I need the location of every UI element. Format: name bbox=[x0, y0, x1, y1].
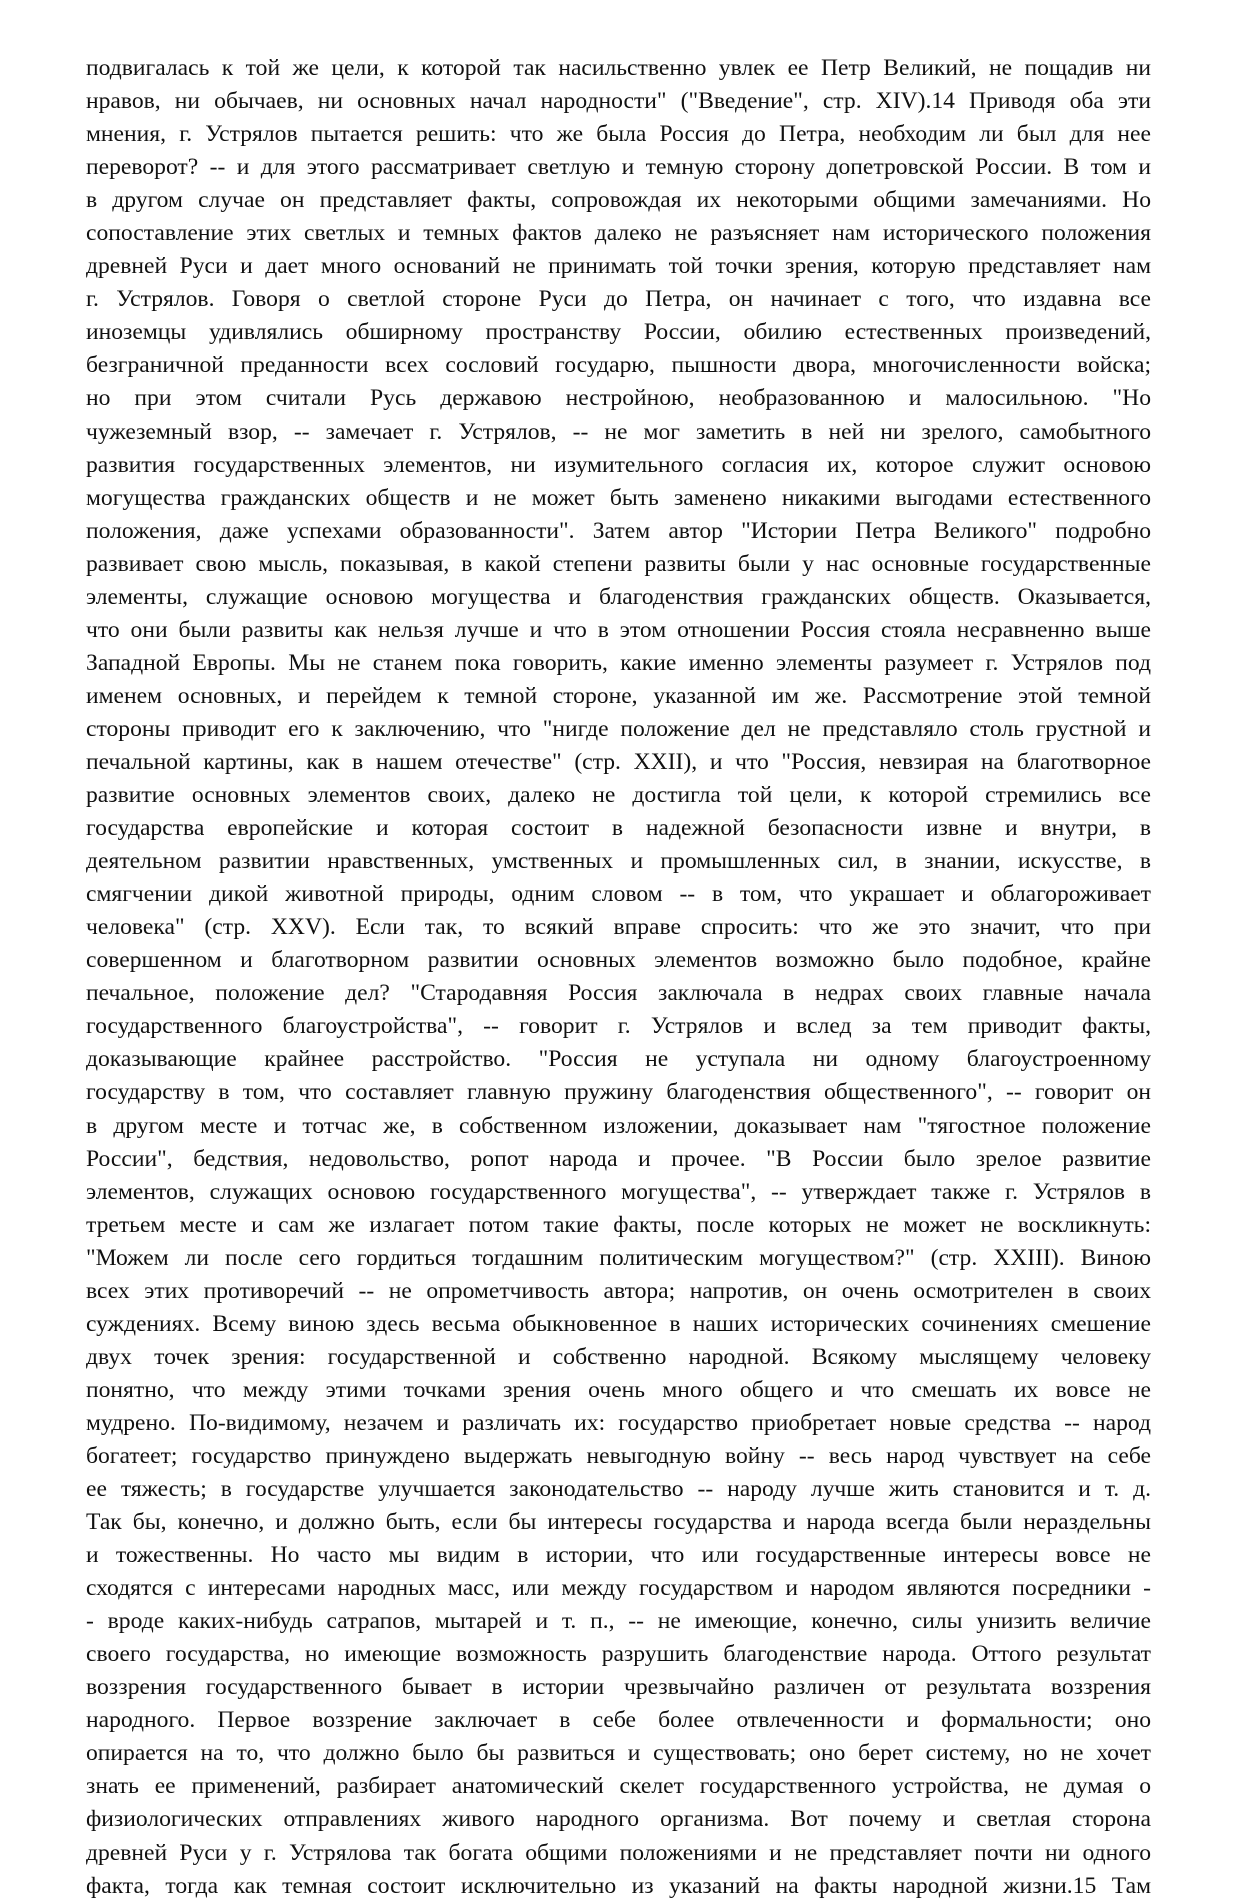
text-line: Западной Европы. Мы не станем пока говорить, какие именно элементы разумеет г. Устрялов под bbox=[86, 649, 1151, 676]
text-line: что они были развиты как нельзя лучше и что в этом отношении Россия стояла несравненно выше bbox=[86, 616, 1151, 643]
text-line: смягчении дикой животной природы, одним словом -- в том, что украшает и облагороживает bbox=[86, 881, 1151, 908]
text-line: суждениях. Всему виною здесь весьма обыкновенное в наших исторических сочинениях смешение bbox=[86, 1310, 1151, 1337]
text-line: безграничной преданности всех сословий государю, пышности двора, многочисленности войска; bbox=[86, 352, 1151, 379]
text-line: совершенном и благотворном развитии основных элементов возможно было подобное, крайне bbox=[86, 947, 1151, 974]
text-line: понятно, что между этими точками зрения очень много общего и что смешать их вовсе не bbox=[86, 1376, 1151, 1403]
text-line: - вроде каких-нибудь сатрапов, мытарей и т. п., -- не имеющие, конечно, силы унизить величие bbox=[86, 1608, 1151, 1635]
text-line: мнения, г. Устрялов пытается решить: что же была Россия до Петра, необходим ли был для нее bbox=[86, 121, 1151, 148]
text-line: подвигалась к той же цели, к которой так насильственно увлек ее Петр Великий, не пощадив ни bbox=[86, 55, 1151, 81]
text-line: богатеет; государство принуждено выдержать невыгодную войну -- весь народ чувствует на себе bbox=[86, 1442, 1151, 1469]
text-line: мудрено. По-видимому, незачем и различать их: государство приобретает новые средства -- народ bbox=[86, 1409, 1151, 1436]
text-line: государству в том, что составляет главную пружину благоденствия общественного", -- говорит он bbox=[86, 1079, 1151, 1106]
text-line: факта, тогда как темная состоит исключительно из указаний на факты народной жизни.15 Там bbox=[86, 1872, 1151, 1899]
text-line: физиологических отправлениях живого народного организма. Вот почему и светлая сторона bbox=[86, 1806, 1151, 1833]
text-line: положения, даже успехами образованности". Затем автор "Истории Петра Великого" подробно bbox=[86, 517, 1151, 544]
text-line: но при этом считали Русь державою нестройною, необразованною и малосильною. "Но bbox=[86, 385, 1151, 412]
text-line: человека" (стр. XXV). Если так, то всякий вправе спросить: что же это значит, что при bbox=[86, 914, 1151, 941]
text-line: нравов, ни обычаев, ни основных начал народности" ("Введение", стр. XIV).14 Приводя оба эти bbox=[86, 88, 1151, 115]
text-line: в другом случае он представляет факты, сопровождая их некоторыми общими замечаниями. Но bbox=[86, 187, 1151, 214]
text-line: в другом месте и тотчас же, в собственном изложении, доказывает нам "тягостное положение bbox=[86, 1112, 1151, 1139]
text-line: древней Руси у г. Устрялова так богата общими положениями и не представляет почти ни одного bbox=[86, 1839, 1151, 1866]
text-line: печальной картины, как в нашем отечестве" (стр. XXII), и что "Россия, невзирая на благотворное bbox=[86, 748, 1151, 775]
text-line: иноземцы удивлялись обширному пространству России, обилию естественных произведений, bbox=[86, 319, 1151, 346]
text-line: знать ее применений, разбирает анатомический скелет государственного устройства, не думая о bbox=[86, 1773, 1151, 1800]
body-text bbox=[86, 52, 1151, 1903]
text-line: третьем месте и сам же излагает потом такие факты, после которых не может не воскликнуть: bbox=[86, 1211, 1151, 1238]
text-line: и тожественны. Но часто мы видим в истории, что или государственные интересы вовсе не bbox=[86, 1542, 1151, 1569]
text-line: сходятся с интересами народных масс, или между государством и народом являются посредники - bbox=[86, 1575, 1151, 1602]
text-line: развитие основных элементов своих, далеко не достигла той цели, к которой стремились все bbox=[86, 782, 1151, 809]
text-line: могущества гражданских обществ и не может быть заменено никакими выгодами естественного bbox=[86, 484, 1151, 511]
text-line: развивает свою мысль, показывая, в какой степени развиты были у нас основные государственные bbox=[86, 550, 1151, 577]
text-line: сопоставление этих светлых и темных фактов далеко не разъясняет нам исторического положения bbox=[86, 220, 1151, 247]
text-line: ее тяжесть; в государстве улучшается законодательство -- народу лучше жить становится и т. д. bbox=[86, 1476, 1151, 1503]
text-line: деятельном развитии нравственных, умственных и промышленных сил, в знании, искусстве, в bbox=[86, 848, 1151, 875]
text-line: чужеземный взор, -- замечает г. Устрялов, -- не мог заметить в ней ни зрелого, самобытного bbox=[86, 418, 1151, 445]
text-line: Так бы, конечно, и должно быть, если бы интересы государства и народа всегда были нераздельны bbox=[86, 1509, 1151, 1536]
text-line: двух точек зрения: государственной и собственно народной. Всякому мыслящему человеку bbox=[86, 1343, 1151, 1370]
text-line: России", бедствия, недовольство, ропот народа и прочее. "В России было зрелое развитие bbox=[86, 1145, 1151, 1172]
text-line: "Можем ли после сего гордиться тогдашним политическим могуществом?" (стр. XXIII). Виною bbox=[86, 1244, 1151, 1271]
text-line: государственного благоустройства", -- говорит г. Устрялов и вслед за тем приводит факты, bbox=[86, 1013, 1151, 1040]
text-line: древней Руси и дает много оснований не принимать той точки зрения, которую представляет нам bbox=[86, 253, 1151, 280]
text-line: народного. Первое воззрение заключает в себе более отвлеченности и формальности; оно bbox=[86, 1707, 1151, 1734]
text-line: г. Устрялов. Говоря о светлой стороне Руси до Петра, он начинает с того, что издавна все bbox=[86, 286, 1151, 313]
text-line: опирается на то, что должно было бы развиться и существовать; оно берет систему, но не хочет bbox=[86, 1740, 1151, 1767]
text-line: печальное, положение дел? "Стародавняя Россия заключала в недрах своих главные начала bbox=[86, 980, 1151, 1007]
text-line: доказывающие крайнее расстройство. "Россия не уступала ни одному благоустроенному bbox=[86, 1046, 1151, 1073]
text-line: воззрения государственного бывает в истории чрезвычайно различен от результата воззрения bbox=[86, 1674, 1151, 1701]
text-line: элементов, служащих основою государственного могущества", -- утверждает также г. Устрялов в bbox=[86, 1178, 1151, 1205]
text-line: переворот? -- и для этого рассматривает светлую и темную сторону допетровской России. В том и bbox=[86, 154, 1151, 181]
text-line: своего государства, но имеющие возможность разрушить благоденствие народа. Оттого результат bbox=[86, 1641, 1151, 1668]
text-line: государства европейские и которая состоит в надежной безопасности извне и внутри, в bbox=[86, 815, 1151, 842]
text-line: всех этих противоречий -- не опрометчивость автора; напротив, он очень осмотрителен в своих bbox=[86, 1277, 1151, 1304]
text-line: элементы, служащие основою могущества и благоденствия гражданских обществ. Оказывается, bbox=[86, 583, 1151, 610]
text-line: стороны приводит его к заключению, что "нигде положение дел не представляло столь грустной и bbox=[86, 715, 1151, 742]
text-line: развития государственных элементов, ни изумительного согласия их, которое служит основою bbox=[86, 451, 1151, 478]
text-line: именем основных, и перейдем к темной стороне, указанной им же. Рассмотрение этой темной bbox=[86, 682, 1151, 709]
